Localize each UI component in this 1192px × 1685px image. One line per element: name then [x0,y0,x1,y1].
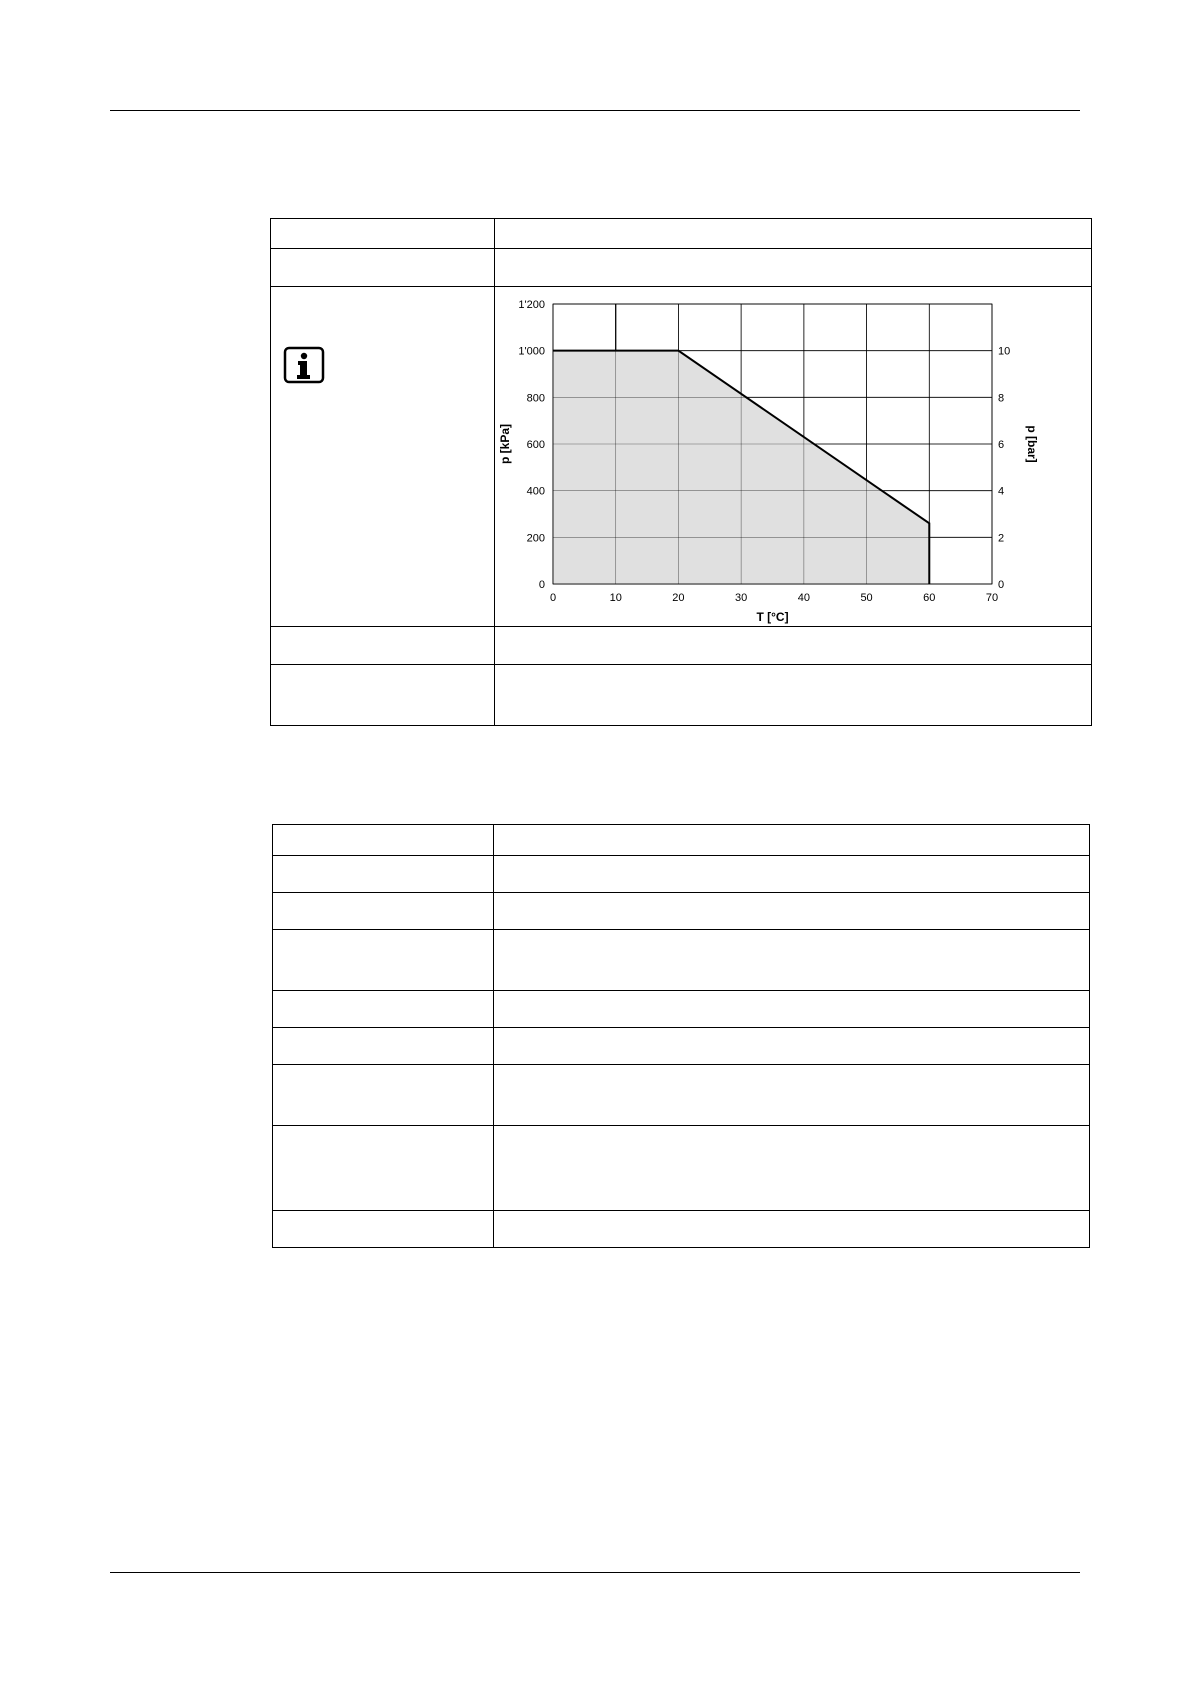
table-cell-value [494,1065,1090,1126]
table-row [271,665,1092,726]
table-cell-label [271,219,495,249]
y-tick-label: 1'000 [518,345,545,358]
table-row [273,825,1090,856]
table-cell-label [271,665,495,726]
table-row [273,856,1090,893]
table-cell-label [273,991,494,1028]
y-tick-label: 0 [538,579,545,591]
y2-tick-label: 6 [998,439,1005,451]
x-axis-title: T [°C] [756,610,789,624]
info-icon [283,346,325,384]
table-row [271,627,1092,665]
table-cell-value [494,1126,1090,1211]
x-tick-label: 20 [672,592,685,604]
table-row [273,1065,1090,1126]
y2-tick-label: 0 [998,579,1005,591]
y2-tick-label: 10 [998,345,1011,358]
table-cell-label [271,249,495,287]
table-cell-label [273,1028,494,1065]
chart-area-layer [553,304,992,584]
x-tick-label: 40 [797,592,810,604]
y2-tick-label: 2 [998,532,1005,545]
table-cell-value [494,930,1090,991]
table-cell-value [494,1211,1090,1248]
x-tick-label: 0 [549,592,557,604]
table-cell-label [273,1211,494,1248]
y2-tick-label: 4 [998,485,1005,498]
table-cell-label [273,893,494,930]
x-tick-label: 70 [985,592,999,604]
table-cell-value [495,627,1092,665]
table-cell-value [494,991,1090,1028]
table-row [273,1028,1090,1065]
spec-table-general [272,824,1090,1248]
y-tick-label: 600 [526,439,545,451]
table-cell-label [271,287,495,627]
table-cell-value [495,249,1092,287]
x-tick-label: 50 [860,592,873,604]
y-tick-label: 1'200 [518,299,545,311]
table-cell-value [494,825,1090,856]
y-axis-title: p [kPa] [498,423,512,465]
table-cell-label [273,1126,494,1211]
table-cell-value [495,219,1092,249]
x-tick-label: 10 [609,592,622,604]
spec-table-operating [270,218,1092,726]
y-tick-label: 800 [526,392,545,405]
y2-tick-label: 8 [998,392,1005,405]
x-tick-label: 60 [923,592,936,604]
table-cell-value [494,893,1090,930]
table-cell-value [494,856,1090,893]
table-row [273,1211,1090,1248]
table-cell-value [494,1028,1090,1065]
table-row [273,991,1090,1028]
table-cell-label [271,627,495,665]
y2-axis-title: p [bar] [1025,425,1039,463]
table-cell-label [273,1065,494,1126]
header-rule [110,110,1080,111]
footer-rule [110,1572,1080,1573]
x-tick-label: 30 [735,592,748,604]
table-cell-label [273,856,494,893]
table-cell-label [273,930,494,991]
y-tick-label: 200 [526,532,545,545]
table-cell-value [495,665,1092,726]
pressure-temperature-chart [495,287,1093,626]
table-row [271,287,1092,627]
pressure-temperature-chart-cell [495,287,1092,627]
table-cell-label [273,825,494,856]
table-row [273,893,1090,930]
table-row [271,249,1092,287]
table-row [273,930,1090,991]
y-tick-label: 400 [526,485,545,498]
table-row [271,219,1092,249]
table-row [273,1126,1090,1211]
